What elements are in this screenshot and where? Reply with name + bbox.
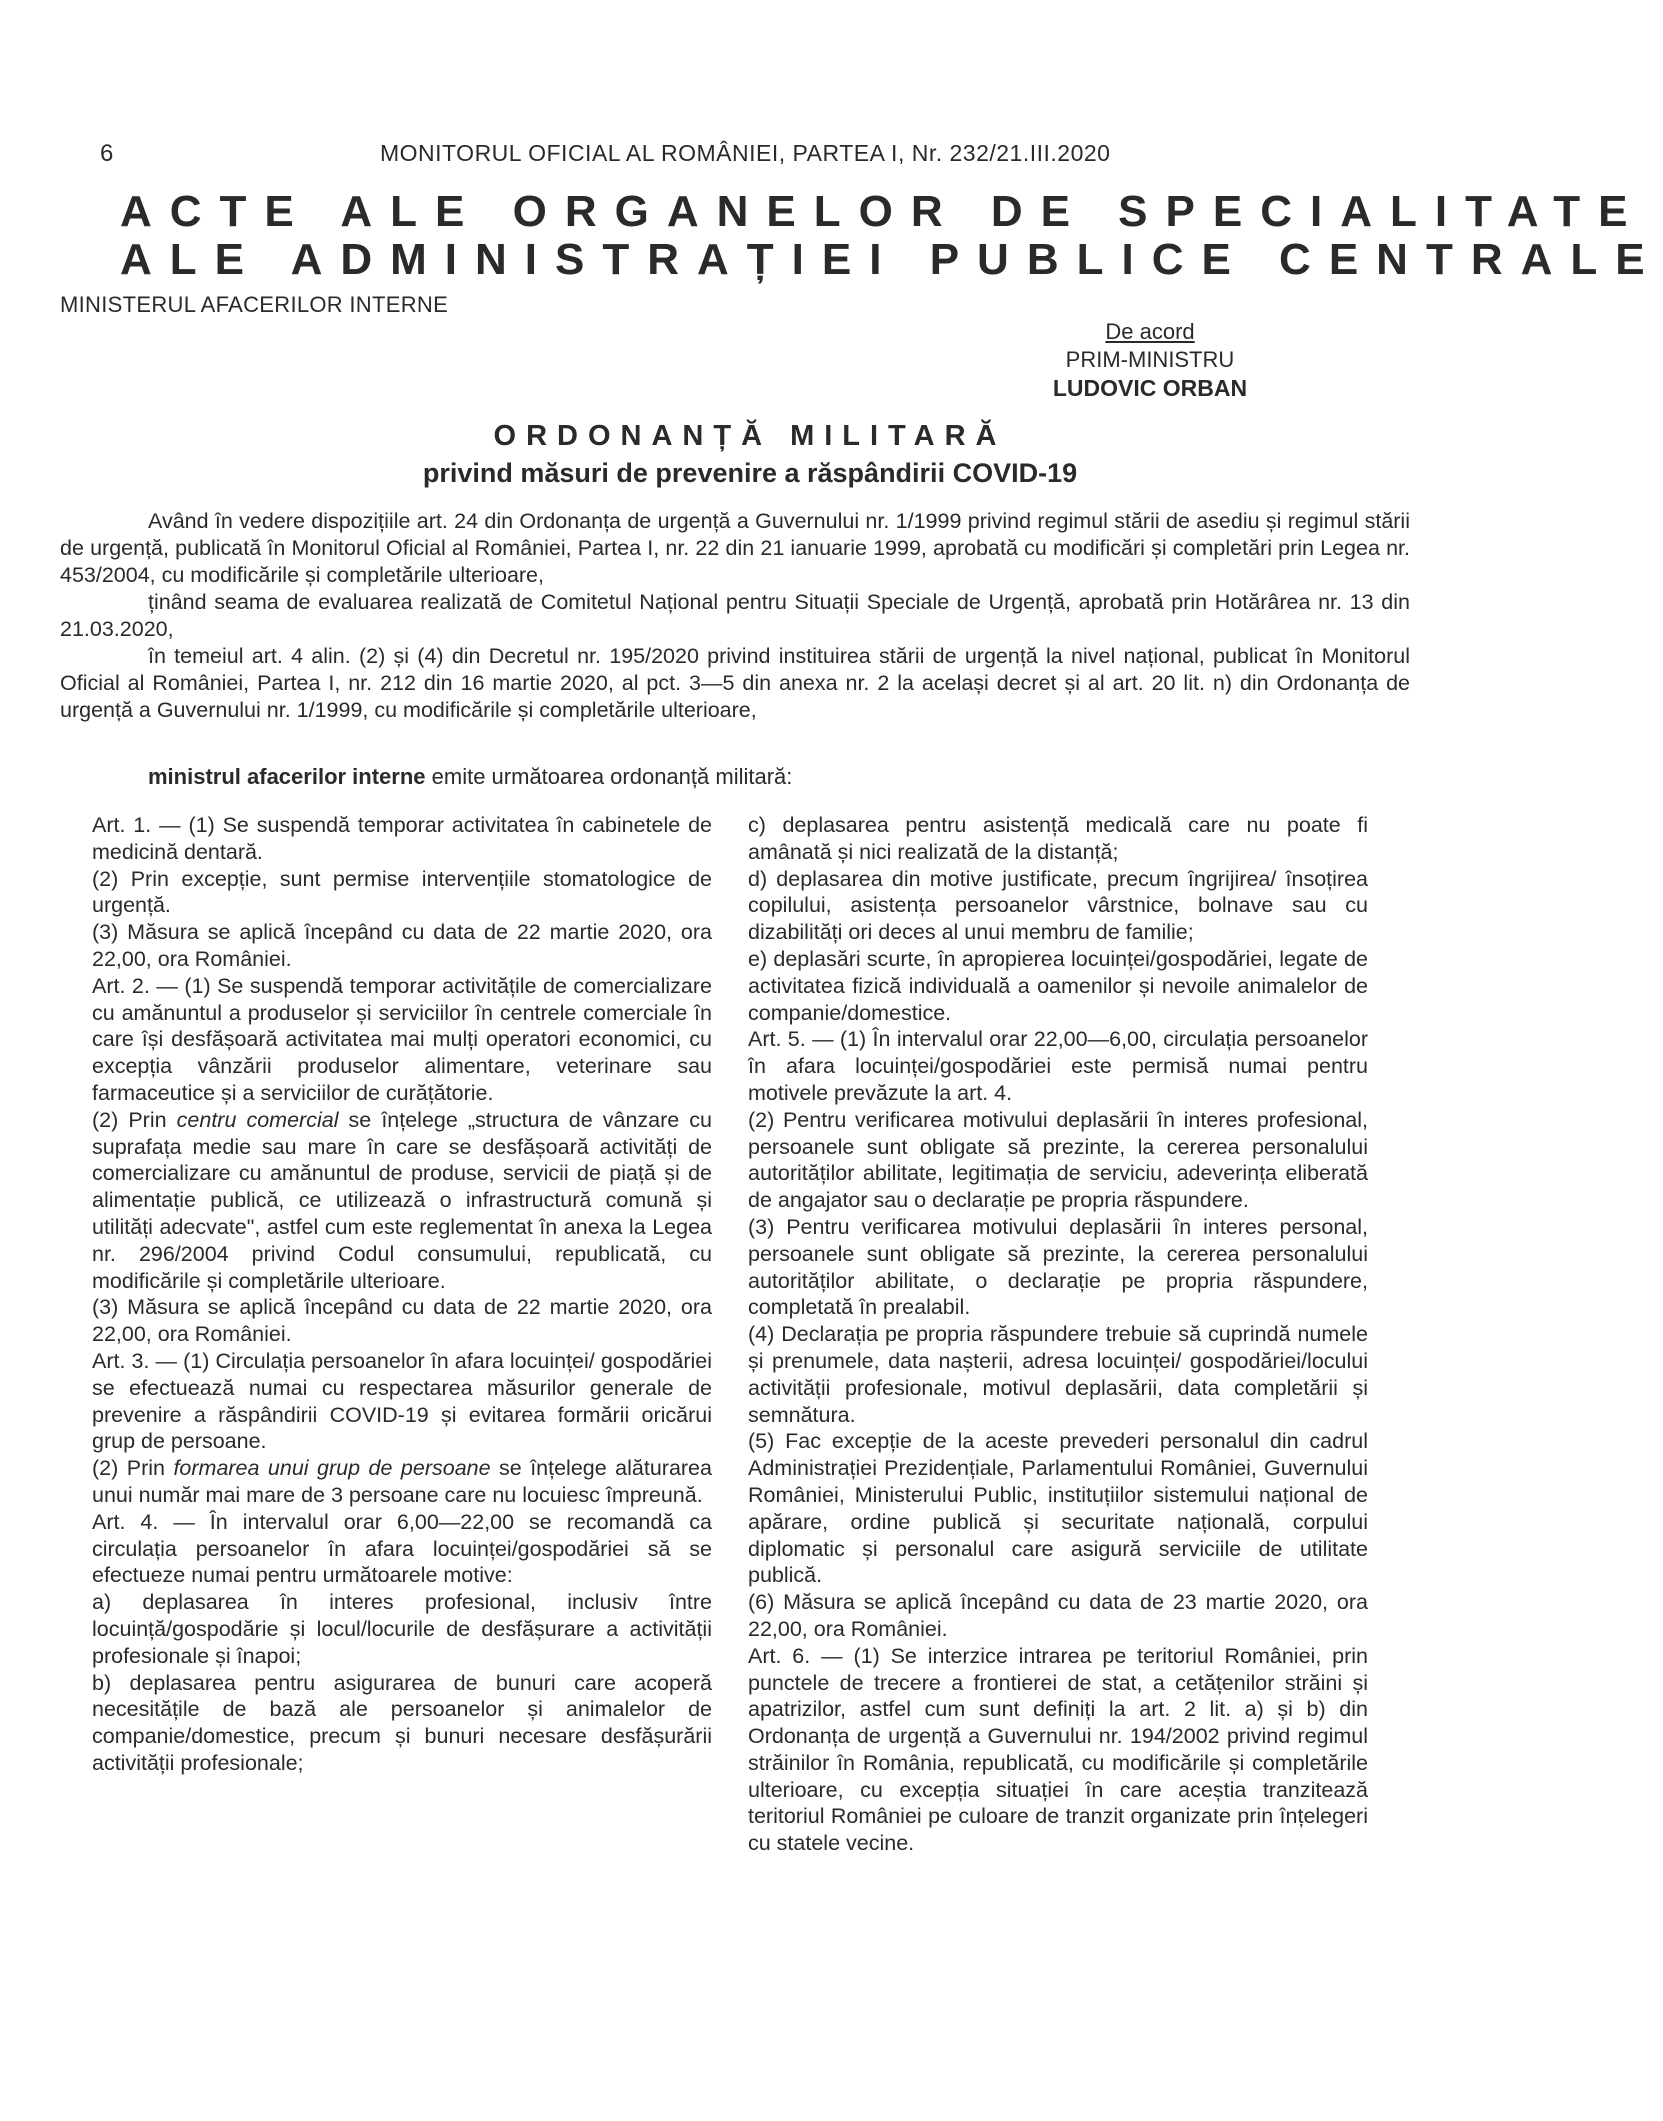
article-paragraph: Art. 2. — (1) Se suspendă temporar activitățile de comercializare cu amănuntul a produselor și serviciilor în centrele comerciale în care își desfășoară activitatea mai mulți operatori economici, cu excepția vânzării produselor alimentare, veterinare sau farmaceutice și a serviciilor de curățătorie. [92, 973, 712, 1105]
preamble-paragraph: ținând seama de evaluarea realizată de Comitetul Național pentru Situații Speciale de Urgență, aprobată prin Hotărârea nr. 13 din 21.03.2020, [60, 590, 1410, 641]
document-subtitle: privind măsuri de prevenire a răspândirii COVID-19 [422, 458, 1078, 488]
preamble-paragraph: în temeiul art. 4 alin. (2) și (4) din Decretul nr. 195/2020 privind instituirea stării de urgență la nivel național, publicat în Monitorul Oficial al României, Partea I, nr. 212 din 16 martie 2020, al pct. 3—5 din anexa nr. 2 la același decret și al art. 20 lit. n) din Ordonanța de urgență a Guvernului nr. 1/1999, cu modificările și completările ulterioare, [60, 644, 1410, 722]
article-paragraph: (2) Pentru verificarea motivului deplasării în interes profesional, persoanele sunt obligate să prezinte, la cererea personalului autorităților abilitate, legitimația de serviciu, adeverința eliberată de angajator sau o declarație pe propria răspundere. [748, 1107, 1368, 1213]
issuing-text: emite următoarea ordonanță militară: [425, 764, 793, 789]
article-paragraph: Art. 4. — În intervalul orar 6,00—22,00 se recomandă ca circulația persoanelor în afara locuinței/gospodăriei să se efectueze numai pentru următoarele motive: [92, 1509, 712, 1588]
defined-term: centru comercial [176, 1107, 339, 1132]
article-paragraph: d) deplasarea din motive justificate, precum îngrijirea/ însoțirea copilului, asistența persoanelor vârstnice, bolnave sau cu dizabilități ori deces al unui membru de familie; [748, 866, 1368, 945]
preamble [60, 508, 1410, 724]
text-span: se înțelege alăturarea unui număr mai mare de 3 persoane care nu locuiesc împreună. [92, 1456, 712, 1507]
article-paragraph: (3) Măsura se aplică începând cu data de 22 martie 2020, ora 22,00, ora României. [92, 920, 712, 971]
approval-name: LUDOVIC ORBAN [1052, 375, 1248, 401]
approval-role: PRIM-MINISTRU [1065, 347, 1235, 372]
article-paragraph: Art. 3. — (1) Circulația persoanelor în afara locuinței/ gospodăriei se efectuează numai cu respectarea măsurilor generale de prevenire a răspândirii COVID-19 și evitarea formării oricărui grup de persoane. [92, 1348, 712, 1454]
approval-de-acord: De acord [1105, 319, 1195, 344]
section-title [120, 187, 1663, 284]
article-paragraph: (4) Declarația pe propria răspundere trebuie să cuprindă numele și prenumele, data nașterii, adresa locuinței/ gospodăriei/locului activității profesionale, motivul deplasării, data completării și semnătura. [748, 1322, 1368, 1427]
article-paragraph: (6) Măsura se aplică începând cu data de 23 martie 2020, ora 22,00, ora României. [748, 1590, 1368, 1641]
article-paragraph: (2) Prin excepție, sunt permise intervențiile stomatologice de urgență. [92, 866, 712, 918]
article-paragraph [92, 1455, 712, 1509]
text-span: (2) Prin [92, 1107, 177, 1132]
article-paragraph: a) deplasarea în interes profesional, inclusiv între locuință/gospodărie și locul/locurile de desfășurare a activității profesionale și înapoi; [92, 1590, 712, 1668]
running-header: MONITORUL OFICIAL AL ROMÂNIEI, PARTEA I, Nr. 232/21.III.2020 [380, 140, 1111, 166]
section-title-line-1: ACTE ALE ORGANELOR DE SPECIALITATE [120, 187, 1646, 236]
article-paragraph: Art. 1. — (1) Se suspendă temporar activitatea în cabinetele de medicină dentară. [92, 813, 712, 864]
left-column [92, 812, 712, 1777]
text-span: se înțelege „structura de vânzare cu suprafața medie sau mare în care se desfășoară activități de comercializare cu amănuntul de produse, servicii de piață și de alimentație publică, ce utilizează o infrastructură comună și utilități adecvate", astfel cum este reglementat în anexa la Legea nr. 296/2004 privind Codul consumului, republicată, cu modificările și completările ulterioare. [92, 1107, 713, 1293]
document-type: ORDONANȚĂ MILITARĂ [493, 420, 1007, 452]
text-span: (2) Prin [92, 1456, 174, 1481]
defined-term: formarea unui grup de persoane [173, 1456, 491, 1481]
issuing-statement [148, 764, 792, 790]
preamble-paragraph: Având în vedere dispozițiile art. 24 din Ordonanța de urgență a Guvernului nr. 1/1999 privind regimul stării de asediu și regimul stării de urgență, publicată în Monitorul Oficial al României, Partea I, nr. 22 din 21 ianuarie 1999, aprobată cu modificări și completări prin Legea nr. 453/2004, cu modificările și completările ulterioare, [60, 509, 1410, 587]
article-paragraph: Art. 5. — (1) În intervalul orar 22,00—6,00, circulația persoanelor în afara locuinței/gospodăriei este permisă numai pentru motivele prevăzute la art. 4. [748, 1027, 1368, 1105]
ministry-name: MINISTERUL AFACERILOR INTERNE [60, 292, 449, 317]
article-paragraph: (3) Pentru verificarea motivului deplasării în interes personal, persoanele sunt obligate să prezinte, la cererea personalului autorităților abilitate, o declarație pe propria răspundere, completată în prealabil. [748, 1214, 1368, 1320]
approval-block [1000, 318, 1300, 402]
issuing-authority: ministrul afacerilor interne [148, 764, 426, 789]
article-paragraph: b) deplasarea pentru asigurarea de bunuri care acoperă necesitățile de bază ale persoanelor și animalelor de companie/domestice, precum și bunuri necesare desfășurării activității profesionale; [92, 1670, 712, 1775]
section-title-line-2: ALE ADMINISTRAȚIEI PUBLICE CENTRALE [120, 235, 1663, 284]
article-paragraph: c) deplasarea pentru asistență medicală care nu poate fi amânată și nici realizată de la distanță; [748, 813, 1368, 864]
article-paragraph: e) deplasări scurte, în apropierea locuinței/gospodăriei, legate de activitatea fizică individuală a oamenilor și nevoile animalelor de companie/domestice. [748, 946, 1368, 1025]
article-paragraph: (3) Măsura se aplică începând cu data de 22 martie 2020, ora 22,00, ora României. [92, 1295, 712, 1347]
article-paragraph: Art. 6. — (1) Se interzice intrarea pe teritoriul României, prin punctele de trecere a frontierei de stat, a cetățenilor străini și apatrizilor, astfel cum sunt definiți la art. 2 lit. a) și b) din Ordonanța de urgență a Guvernului nr. 194/2002 privind regimul străinilor în România, republicată, cu modificările și completările ulterioare, cu excepția situației în care aceștia tranzitează teritoriul României pe culoare de tranzit organizate prin înțelegeri cu statele vecine. [748, 1643, 1368, 1856]
page-number: 6 [100, 140, 114, 167]
right-column [748, 812, 1368, 1857]
article-paragraph: (5) Fac excepție de la aceste prevederi personalul din cadrul Administrației Prezidențiale, Parlamentului României, Guvernului României, Ministerului Public, instituțiilor sistemului național de apărare, ordine publică și securitate națională, corpului diplomatic și personalul care asigură serviciile de utilitate publică. [748, 1429, 1368, 1588]
article-paragraph [92, 1107, 712, 1295]
